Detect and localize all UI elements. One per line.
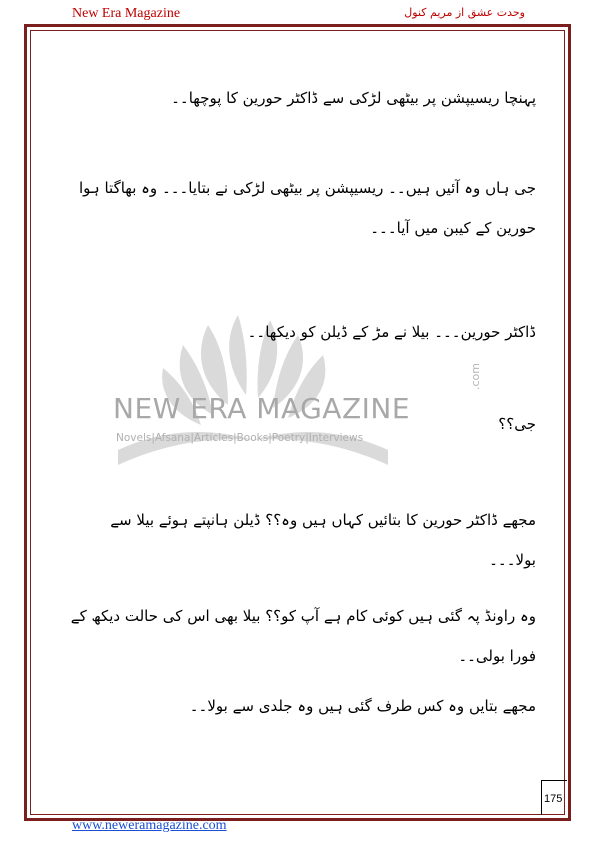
- paragraph: ڈاکٹر حورین۔۔۔ بیلا نے مڑ کے ڈیلن کو دیکھا۔۔: [247, 323, 536, 341]
- page-number: 175: [544, 793, 563, 805]
- paragraph: جی؟؟: [498, 415, 536, 433]
- paragraph: جی ہاں وہ آئیں ہیں۔۔ ریسیپشن پر بیٹھی لڑکی نے بتایا۔۔۔ وہ بھاگتا ہوا حورین کے کیبن میں آیا۔۔۔: [79, 179, 536, 237]
- magazine-title: New Era Magazine: [72, 6, 181, 21]
- watermark-title: NEW ERA MAGAZINE: [113, 392, 411, 425]
- page-number-divider: [541, 780, 542, 815]
- novel-title: وحدت عشق از مریم کنول: [404, 6, 525, 19]
- paragraph: مجھے ڈاکٹر حورین کا بتائیں کہاں ہیں وہ؟؟ ڈیلن ہانپتے ہوئے بیلا سے بولا۔۔۔: [110, 511, 536, 569]
- paragraph: وہ راونڈ پہ گئی ہیں کوئی کام ہے آپ کو؟؟ بیلا بھی اس کی حالت دیکھ کے فورا بولی۔۔: [70, 607, 536, 665]
- page-number-rule: [541, 780, 567, 781]
- paragraph: مجھے بتایں وہ کس طرف گئی ہیں وہ جلدی سے بولا۔۔: [189, 697, 536, 715]
- paragraph: پہنچا ریسیپشن پر بیٹھی لڑکی سے ڈاکٹر حورین کا پوچھا۔۔: [171, 89, 536, 107]
- website-link[interactable]: www.neweramagazine.com: [72, 818, 227, 833]
- watermark-tagline: Novels|Afsana|Articles|Books|Poetry|Interviews: [116, 432, 364, 444]
- watermark-domain: .com: [469, 363, 482, 390]
